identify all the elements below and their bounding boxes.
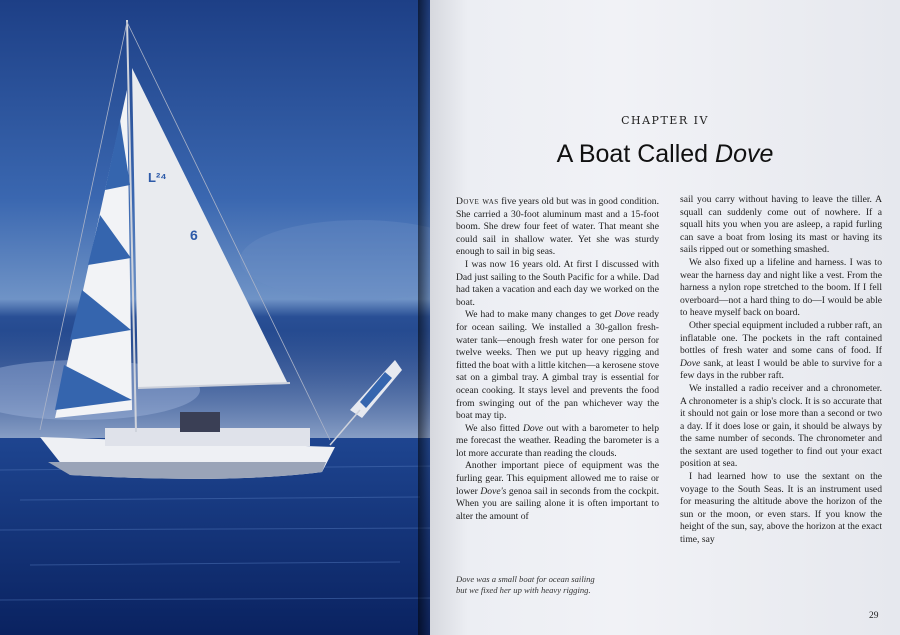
paragraph: Another important piece of equipment was the furling gear. This equipment allowed me to raise or lower Dove's genoa sail in seconds from the cockpit. When you are sailing alone it is often important to alter the amount of [456,460,659,522]
page-number: 29 [869,611,879,621]
paragraph: We had to make many changes to get Dove ready for ocean sailing. We installed a 30-gallon fresh-water tank—enough fresh water for one person for twelve weeks. Then we put up heavy rigging and fitted the boat with a little kitchen—a kerosene stove sat on a gimbal tray. A gimbal tray is essential for ocean cooking. It stays level and prevents the food from swinging out of the pan whichever way the boat may tip. [456,309,660,422]
chapter-label: CHAPTER IV [621,114,709,127]
paragraph: We also fixed up a lifeline and harness. I was to wear the harness day and night like a vest. From the harness a nylon rope stretched to the boom. If I fell overboard—not a hard thing to do—I would be able to heave myself back on board. [680,256,882,319]
sail-letters: L²⁴ [148,170,167,185]
text-column-right [680,194,882,547]
paragraph: I had learned how to use the sextant on the voyage to the South Seas. It is an instrument used for measuring the altitude above the horizon of the sun or the moon, or even stars. If you know the height of the sun, say, above the horizon at the exact time, say [680,471,882,546]
paragraph: sail you carry without having to leave the tiller. A squall can suddenly come out of nowhere. If a squall hits you when you are asleep, a rapid furling can save a boat from losing its mast or having its sails ripped out or something smashed. [680,194,882,256]
sail-number: 6 [190,227,198,243]
book-page [430,0,900,635]
paragraph: We also fitted Dove out with a barometer to help me forecast the weather. Reading the barometer is a lot more accurate than reading the clouds. [456,422,659,459]
paragraph: Dove was five years old but was in good condition. She carried a 30-foot aluminum mast and a 15-foot boom. She drew four feet of water. That meant she could sail in shallow water. Yet she was sturdy enough to sail in big seas. [456,196,659,258]
sailboat-photo [0,0,440,635]
paragraph: I was now 16 years old. At first I discussed with Dad just sailing to the South Pacific for a while. Dad had taken a vacation and each day we worked on the boat. [456,258,659,308]
text-column-left [456,196,659,523]
chapter-title: A Boat Called Dove [556,140,774,168]
paragraph: Other special equipment included a rubber raft, an inflatable one. The pockets in the raft contained bottles of fresh water and some cans of food. If Dove sank, at least I would be able to survive for a few days in the rubber raft. [680,319,882,382]
photo-caption: Dove was a small boat for ocean sailing but we fixed her up with heavy rigging. [456,574,595,595]
paragraph: We installed a radio receiver and a chronometer. A chronometer is a ship's clock. It is so accurate that it should not gain or lose more than a second or two a day. If it does lose or gain, it should be always by the same number of seconds. The chronometer and the sextant are used together to find out your exact position at sea. [680,382,882,470]
